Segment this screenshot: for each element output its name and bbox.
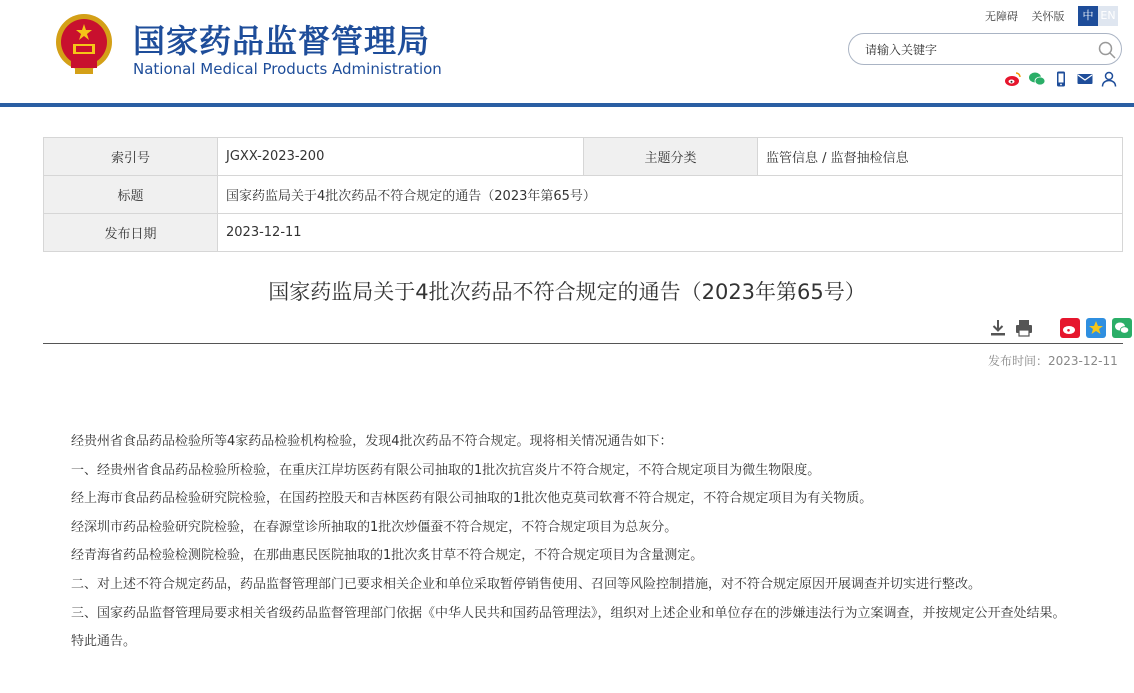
lang-en-button[interactable]: EN [1098, 6, 1118, 26]
accessibility-link[interactable]: 无障碍 [985, 10, 1018, 23]
national-emblem-icon[interactable] [53, 12, 115, 76]
info-table [43, 137, 1123, 252]
search-input[interactable] [865, 40, 1085, 60]
mobile-icon[interactable] [1052, 70, 1070, 88]
article-paragraph: 经青海省药品检验检测院检验，在那曲惠民医院抽取的1批次炙甘草不符合规定，不符合规定项目为含量测定。 [71, 548, 704, 564]
article-divider [43, 343, 1123, 344]
share-wechat-icon[interactable] [1112, 318, 1132, 338]
site-header [0, 0, 1134, 103]
article-paragraph: 一、经贵州省食品药品检验所检验，在重庆江岸坊医药有限公司抽取的1批次抗宫炎片不符合规定，不符合规定项目为微生物限度。 [71, 462, 821, 478]
article-paragraph: 特此通告。 [71, 634, 137, 650]
top-links [985, 8, 1075, 24]
title-label: 标题 [44, 176, 218, 214]
table-row [44, 176, 1123, 214]
index-value: JGXX-2023-200 [218, 138, 584, 176]
user-icon[interactable] [1100, 70, 1118, 88]
language-switch [1078, 6, 1118, 26]
weibo-icon[interactable] [1004, 70, 1022, 88]
index-label: 索引号 [44, 138, 218, 176]
download-icon[interactable] [988, 318, 1008, 338]
lang-zh-button[interactable]: 中 [1078, 6, 1098, 26]
search-icon[interactable] [1097, 40, 1117, 60]
article-paragraph: 三、国家药品监督管理局要求相关省级药品监督管理部门依据《中华人民共和国药品管理法》，组织对上述企业和单位存在的涉嫌违法行为立案调查，并按规定公开查处结果。 [71, 605, 1066, 621]
care-mode-link[interactable]: 关怀版 [1031, 10, 1065, 23]
article-title: 国家药监局关于4批次药品不符合规定的通告（2023年第65号） [268, 280, 866, 304]
article-tools [988, 318, 1132, 338]
site-title-en: National Medical Products Administration [133, 60, 442, 78]
mail-icon[interactable] [1076, 70, 1094, 88]
publish-time-value: 2023-12-11 [1048, 354, 1118, 368]
title-value: 国家药监局关于4批次药品不符合规定的通告（2023年第65号） [218, 176, 1123, 214]
table-row [44, 214, 1123, 252]
print-icon[interactable] [1014, 318, 1034, 338]
publish-time [988, 352, 1118, 369]
search-box [848, 33, 1122, 65]
publish-time-label: 发布时间： [988, 354, 1049, 368]
article-paragraph: 经上海市食品药品检验研究院检验，在国药控股天和吉林医药有限公司抽取的1批次他克莫司软膏不符合规定，不符合规定项目为有关物质。 [71, 491, 873, 507]
article-paragraph: 经贵州省食品药品检验所等4家药品检验机构检验，发现4批次药品不符合规定。现将相关情况通告如下： [71, 434, 673, 449]
site-title-cn[interactable]: 国家药品监督管理局 [133, 22, 431, 60]
article-content [43, 428, 1123, 657]
article-paragraph: 经深圳市药品检验研究院检验，在春源堂诊所抽取的1批次炒僵蚕不符合规定，不符合规定项目为总灰分。 [71, 519, 678, 535]
date-label: 发布日期 [44, 214, 218, 252]
category-label: 主题分类 [584, 138, 758, 176]
share-weibo-icon[interactable] [1060, 318, 1080, 338]
category-value: 监管信息 / 监督抽检信息 [758, 138, 1123, 176]
table-row [44, 138, 1123, 176]
article-paragraph: 二、对上述不符合规定药品，药品监督管理部门已要求相关企业和单位采取暂停销售使用、召回等风险控制措施，对不符合规定原因开展调查并切实进行整改。 [71, 576, 982, 592]
social-icons [1004, 70, 1118, 88]
wechat-icon[interactable] [1028, 70, 1046, 88]
date-value: 2023-12-11 [218, 214, 1123, 252]
header-divider [0, 103, 1134, 107]
share-qzone-icon[interactable] [1086, 318, 1106, 338]
